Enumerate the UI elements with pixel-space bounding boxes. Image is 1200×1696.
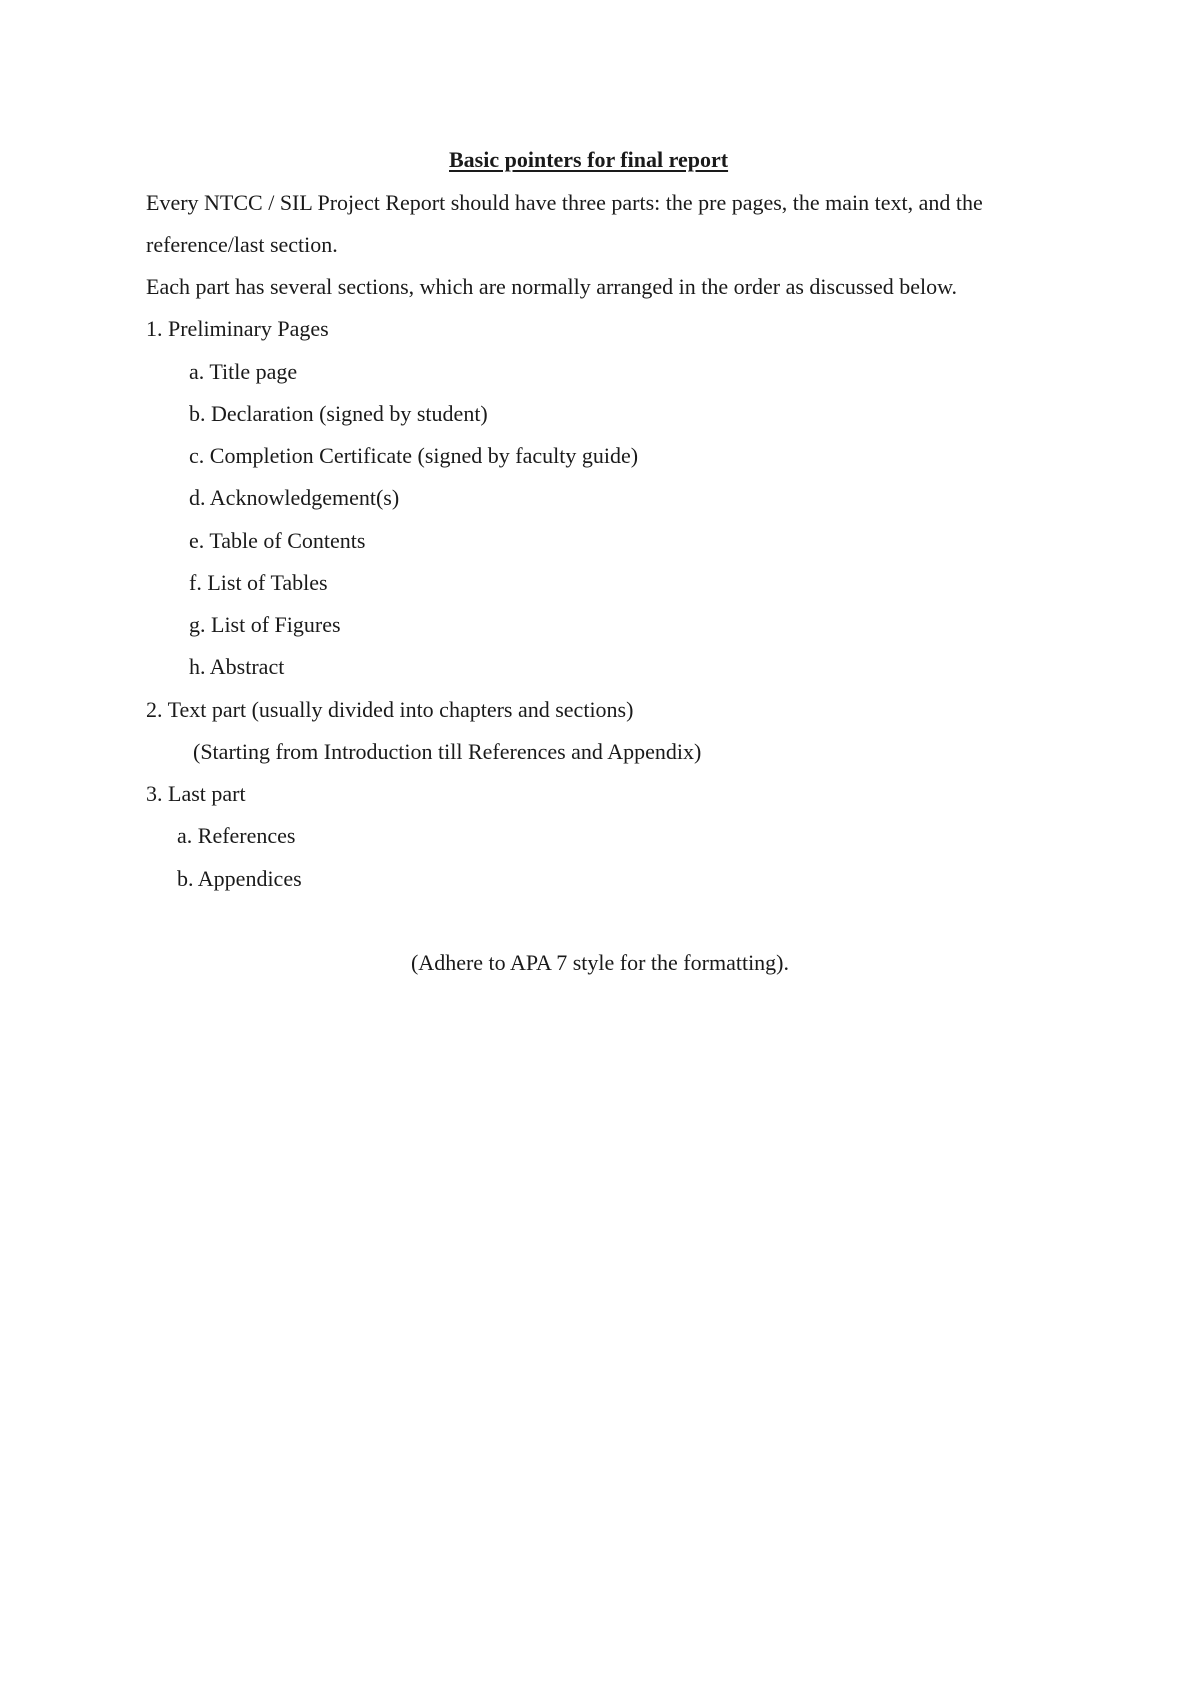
list-item: g. List of Figures [189, 612, 341, 637]
document-title: Basic pointers for final report [449, 147, 729, 172]
formatting-note: (Adhere to APA 7 style for the formatting). [410, 950, 790, 975]
list-item: h. Abstract [189, 654, 285, 679]
intro-paragraph-line-2: reference/last section. [146, 232, 338, 257]
section-heading-preliminary-pages: 1. Preliminary Pages [146, 316, 329, 341]
list-item: e. Table of Contents [189, 528, 366, 553]
section-heading-text-part: 2. Text part (usually divided into chapters and sections) [146, 697, 634, 722]
list-item: b. Declaration (signed by student) [189, 401, 488, 426]
section-note: (Starting from Introduction till References and Appendix) [193, 739, 702, 764]
section-heading-last-part: 3. Last part [146, 781, 246, 806]
intro-paragraph-line-1: Every NTCC / SIL Project Report should have three parts: the pre pages, the main text, and the [146, 190, 983, 215]
list-item: a. Title page [189, 359, 298, 384]
list-item: f. List of Tables [189, 570, 328, 595]
list-item: a. References [177, 823, 296, 848]
list-item: c. Completion Certificate (signed by faculty guide) [189, 443, 639, 468]
intro-paragraph-line-3: Each part has several sections, which are normally arranged in the order as discussed below. [146, 274, 958, 299]
list-item: b. Appendices [177, 866, 302, 891]
list-item: d. Acknowledgement(s) [189, 485, 400, 510]
